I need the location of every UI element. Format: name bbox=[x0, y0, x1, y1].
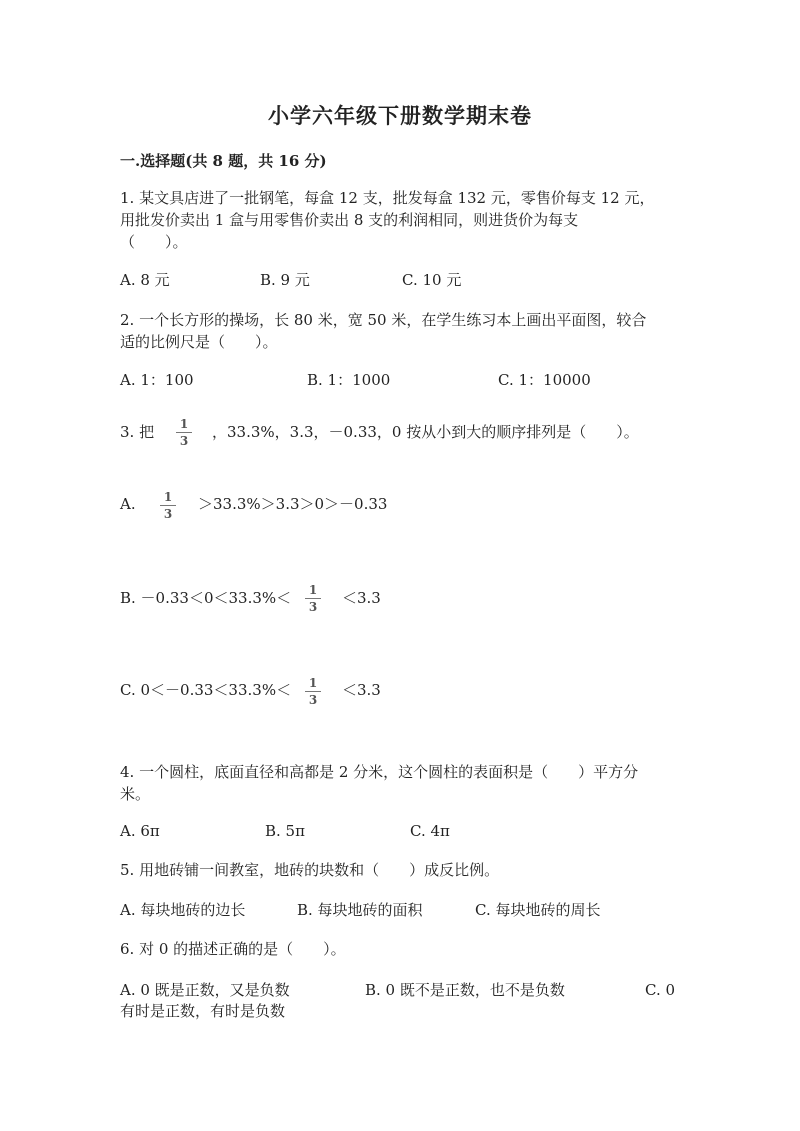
fraction-bar bbox=[176, 432, 192, 433]
q5-option-a: A. 每块地砖的边长 bbox=[120, 901, 246, 919]
q6-line1: 6. 对 0 的描述正确的是（ ）。 bbox=[120, 940, 346, 958]
fraction-bar bbox=[305, 598, 321, 599]
fraction-numerator: 1 bbox=[163, 490, 173, 504]
q3-option-c-label: C. 0＜－0.33＜33.3%＜ bbox=[120, 681, 292, 699]
q3-option-c-rest: ＜3.3 bbox=[342, 681, 381, 699]
q6-option-c-continued: 有时是正数，有时是负数 bbox=[120, 1002, 286, 1020]
fraction-denominator: 3 bbox=[308, 600, 318, 614]
q2-option-c: C. 1：10000 bbox=[498, 371, 591, 389]
q3-option-b-rest: ＜3.3 bbox=[342, 589, 381, 607]
fraction-numerator: 1 bbox=[179, 417, 189, 431]
q6-option-a: A. 0 既是正数，又是负数 bbox=[120, 981, 290, 999]
q2-option-b: B. 1：1000 bbox=[307, 371, 391, 389]
fraction-numerator: 1 bbox=[308, 583, 318, 597]
q5-line1: 5. 用地砖铺一间教室，地砖的块数和（ ）成反比例。 bbox=[120, 861, 500, 879]
q3-option-b-fraction bbox=[305, 583, 321, 614]
q2-line1: 2. 一个长方形的操场，长 80 米，宽 50 米，在学生练习本上画出平面图，较合 bbox=[120, 311, 647, 329]
q3-option-a-fraction bbox=[160, 490, 176, 521]
q1-line1: 1. 某文具店进了一批钢笔，每盒 12 支，批发每盒 132 元，零售价每支 12 元， bbox=[120, 189, 655, 207]
q3-option-c-fraction bbox=[305, 676, 321, 707]
q3-prefix: 3. 把 bbox=[120, 423, 155, 441]
q6-option-b: B. 0 既不是正数，也不是负数 bbox=[365, 981, 565, 999]
q1-line2: 用批发价卖出 1 盒与用零售价卖出 8 支的利润相同，则进货价为每支 bbox=[120, 211, 579, 229]
q1-option-a: A. 8 元 bbox=[120, 271, 170, 289]
q3-option-b-label: B. －0.33＜0＜33.3%＜ bbox=[120, 589, 292, 607]
q1-option-b: B. 9 元 bbox=[260, 271, 310, 289]
fraction-denominator: 3 bbox=[179, 434, 189, 448]
q4-option-b: B. 5π bbox=[265, 822, 305, 840]
fraction-bar bbox=[305, 691, 321, 692]
q1-option-c: C. 10 元 bbox=[402, 271, 462, 289]
page-title: 小学六年级下册数学期末卷 bbox=[268, 103, 532, 128]
fraction-numerator: 1 bbox=[308, 676, 318, 690]
section-heading: 一.选择题(共 8 题，共 16 分) bbox=[120, 152, 327, 170]
q3-suffix: ，33.3%，3.3，－0.33，0 按从小到大的顺序排列是（ ）。 bbox=[212, 423, 639, 441]
q5-option-b: B. 每块地砖的面积 bbox=[297, 901, 423, 919]
q6-option-c: C. 0 bbox=[645, 981, 676, 999]
q5-option-c: C. 每块地砖的周长 bbox=[475, 901, 601, 919]
q3-fraction bbox=[176, 417, 192, 448]
q3-option-a-rest: ＞33.3%＞3.3＞0＞－0.33 bbox=[198, 495, 388, 513]
q4-option-c: C. 4π bbox=[410, 822, 450, 840]
fraction-bar bbox=[160, 505, 176, 506]
q4-line2: 米。 bbox=[120, 785, 151, 803]
q4-line1: 4. 一个圆柱，底面直径和高都是 2 分米，这个圆柱的表面积是（ ）平方分 bbox=[120, 763, 639, 781]
fraction-denominator: 3 bbox=[163, 507, 173, 521]
q2-line2: 适的比例尺是（ ）。 bbox=[120, 333, 278, 351]
q1-line3: （ ）。 bbox=[120, 233, 188, 251]
fraction-denominator: 3 bbox=[308, 693, 318, 707]
q2-option-a: A. 1：100 bbox=[120, 371, 194, 389]
q4-option-a: A. 6π bbox=[120, 822, 160, 840]
q3-option-a-label: A. bbox=[120, 495, 136, 513]
